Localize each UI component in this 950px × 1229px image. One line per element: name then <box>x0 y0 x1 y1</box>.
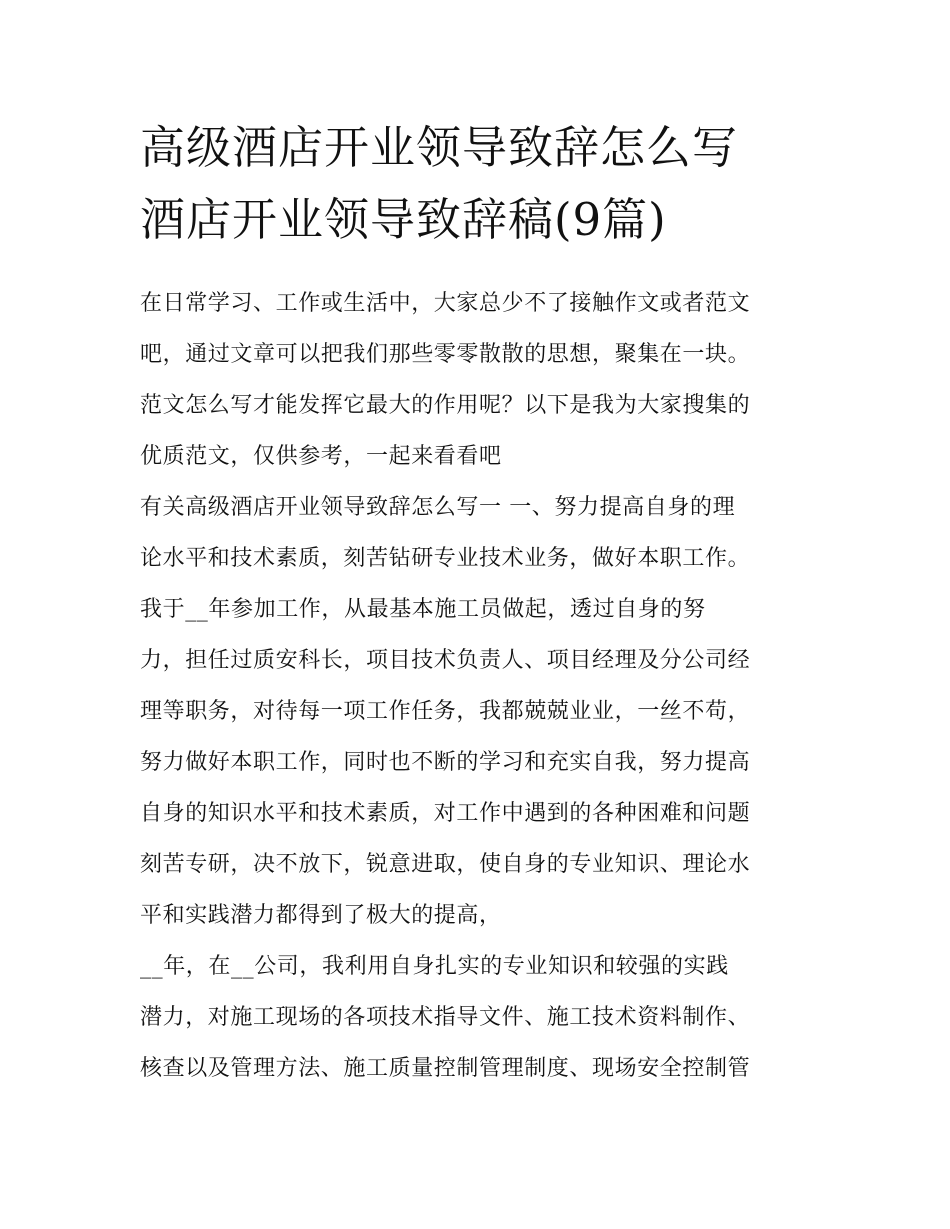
body-line: 有关高级酒店开业领导致辞怎么写一 一、努力提高自身的理 <box>140 495 736 520</box>
body-line: 刻苦专研，决不放下，锐意进取，使自身的专业知识、理论水 <box>140 852 751 877</box>
body-line: 优质范文，仅供参考，一起来看看吧 <box>140 444 502 469</box>
document-body <box>140 278 820 1094</box>
document-title <box>140 112 820 256</box>
body-line: 论水平和技术素质，刻苦钻研专业技术业务，做好本职工作。 <box>140 546 751 571</box>
body-line: 自身的知识水平和技术素质，对工作中遇到的各种困难和问题 <box>140 801 751 826</box>
body-line: 范文怎么写才能发挥它最大的作用呢？以下是我为大家搜集的 <box>140 393 751 418</box>
body-line: 我于__年参加工作，从最基本施工员做起，透过自身的努 <box>140 597 706 622</box>
body-line: 努力做好本职工作，同时也不断的学习和充实自我，努力提高 <box>140 750 751 775</box>
body-line: 力，担任过质安科长，项目技术负责人、项目经理及分公司经 <box>140 648 751 673</box>
body-line: 潜力，对施工现场的各项技术指导文件、施工技术资料制作、 <box>140 1005 751 1030</box>
body-line: 吧，通过文章可以把我们那些零零散散的思想，聚集在一块。 <box>140 342 751 367</box>
title-line: 酒店开业领导致辞稿(9篇) <box>140 193 667 246</box>
body-line: __年，在__公司，我利用自身扎实的专业知识和较强的实践 <box>140 954 729 979</box>
body-line: 平和实践潜力都得到了极大的提高， <box>140 903 502 928</box>
body-line: 核查以及管理方法、施工质量控制管理制度、现场安全控制管 <box>140 1056 751 1081</box>
body-line: 在日常学习、工作或生活中，大家总少不了接触作文或者范文 <box>140 291 751 316</box>
title-line: 高级酒店开业领导致辞怎么写 <box>140 121 739 174</box>
body-line: 理等职务，对待每一项工作任务，我都兢兢业业，一丝不苟， <box>140 699 751 724</box>
